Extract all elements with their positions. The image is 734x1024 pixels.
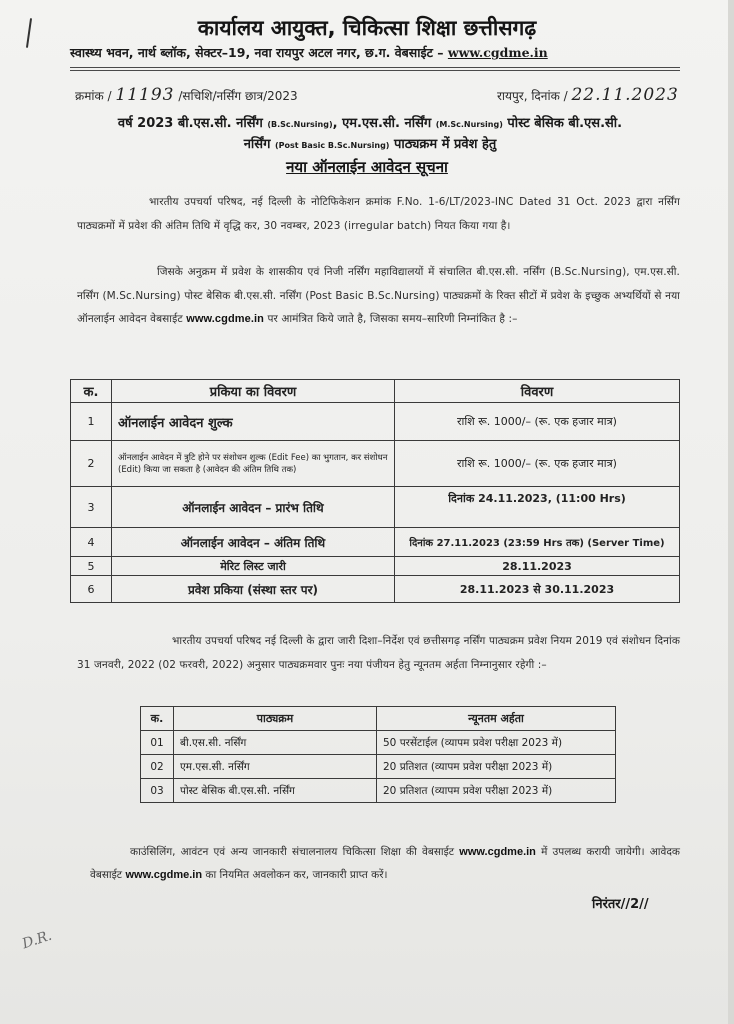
paragraph-2-website[interactable]: www.cgdme.in <box>186 313 265 325</box>
row-detail: दिनांक 27.11.2023 (23:59 Hrs तक) (Server Time) <box>395 528 680 557</box>
date-label: रायपुर, दिनांक <box>497 89 560 103</box>
row-no: 03 <box>141 779 174 803</box>
address-text: स्वास्थ्य भवन, नार्थ ब्लॉक, सेक्टर–19, नवा रायपुर अटल नगर, छ.ग. वेबसाईट – <box>70 45 444 60</box>
row-detail: 28.11.2023 से 30.11.2023 <box>395 576 680 603</box>
col-header-criteria: न्यूनतम अर्हता <box>377 707 616 731</box>
table-row <box>71 487 680 528</box>
row-no: 5 <box>71 557 112 576</box>
row-process: ऑनलाईन आवेदन शुल्क <box>112 403 395 441</box>
row-process: ऑनलाईन आवेदन – अंतिम तिथि <box>112 528 395 557</box>
row-no: 1 <box>71 403 112 441</box>
footer-website-link-2[interactable]: www.cgdme.in <box>125 869 203 881</box>
notice-title: नया ऑनलाईन आवेदन सूचना <box>286 158 448 176</box>
row-process: प्रवेश प्रकिया (संस्था स्तर पर) <box>112 576 395 603</box>
table-row <box>71 557 680 576</box>
reference-label: क्रमांक <box>75 89 104 103</box>
page-edge <box>728 0 734 1024</box>
subject-part: वर्ष 2023 बी.एस.सी. नर्सिंग <box>117 116 263 131</box>
notice-subject <box>60 114 680 156</box>
paragraph-2-text-end: पर आमंत्रित किये जाते है, जिसका समय–सारिणी निम्नांकित है :– <box>264 313 518 325</box>
row-course: पोस्ट बेसिक बी.एस.सी. नर्सिंग <box>174 779 377 803</box>
row-criteria: 20 प्रतिशत (व्यापम प्रवेश परीक्षा 2023 में) <box>377 755 616 779</box>
footer-website-link-1[interactable]: www.cgdme.in <box>459 846 536 858</box>
continued-marker: निरंतर//2// <box>592 897 649 912</box>
paragraph-3: भारतीय उपचर्या परिषद नई दिल्ली के द्वारा जारी दिशा–निर्देश एवं छत्तीसगढ़ नर्सिंग पाठ्यक्रम प्रवेश नियम 2019 एवं संशोधन दिनांक 31 जनवरी, 2022 (02 फरवरी, 2022) अनुसार पाठ्यक्रमवार पुनः नया पंजीयन हेतु न्यूनतम अर्हता निम्नानुसार रहेगी :– <box>77 635 680 671</box>
row-no: 01 <box>141 731 174 755</box>
table-row <box>71 441 680 487</box>
col-header-no: क. <box>71 380 112 403</box>
row-detail: राशि रू. 1000/– (रू. एक हजार मात्र) <box>395 441 680 487</box>
row-no: 02 <box>141 755 174 779</box>
row-course: बी.एस.सी. नर्सिंग <box>174 731 377 755</box>
eligibility-table <box>140 706 616 803</box>
schedule-table <box>70 379 680 603</box>
table-row <box>71 403 680 441</box>
footer-text: में उपलब्ध करायी जायेगी। आवेदक वेबसाईट <box>90 846 680 881</box>
col-header-no: क. <box>141 707 174 731</box>
row-detail: 28.11.2023 <box>395 557 680 576</box>
schedule-header-row <box>71 380 680 403</box>
header-rule-bottom <box>70 70 680 71</box>
date-handwritten: 22.11.2023 <box>571 85 679 105</box>
reference-suffix: /सचिशि/नर्सिंग छात्र/2023 <box>178 89 298 103</box>
subject-part: (B.Sc.Nursing) <box>267 120 333 129</box>
footer-text: काउंसिलिंग, आवंटन एवं अन्य जानकारी संचालनालय चिकित्सा शिक्षा की वेबसाईट <box>130 846 455 858</box>
subject-part: , एम.एस.सी. नर्सिंग <box>332 116 432 131</box>
row-criteria: 50 परसेंटाईल (व्यापम प्रवेश परीक्षा 2023 में) <box>377 731 616 755</box>
handwritten-signature: D.R. <box>20 927 54 953</box>
reference-date: रायपुर, दिनांक / 22.11.2023 <box>497 85 679 105</box>
row-course: एम.एस.सी. नर्सिंग <box>174 755 377 779</box>
row-detail: दिनांक 24.11.2023, (11:00 Hrs) <box>395 487 680 528</box>
footer-paragraph <box>90 841 680 887</box>
col-header-detail: विवरण <box>395 380 680 403</box>
row-no: 4 <box>71 528 112 557</box>
row-no: 3 <box>71 487 112 528</box>
paragraph-2-text: जिसके अनुक्रम में प्रवेश के शासकीय एवं निजी नर्सिंग महाविद्यालयों में संचालित बी.एस.सी. नर्सिंग (B.Sc.Nursing), एम.एस.सी. नर्सिंग (M.Sc.Nursing) पोस्ट बेसिक बी.एस.सी. नर्सिंग (Post Basic B.Sc.Nursing) पाठ्यक्रमों के रिक्त सीटों में प्रवेश के इच्छुक अभ्यर्थियों से नया ऑनलाईन आवेदन वेबसाईट <box>77 266 680 325</box>
col-header-course: पाठ्यक्रम <box>174 707 377 731</box>
row-no: 6 <box>71 576 112 603</box>
footer-text: का नियमित अवलोकन कर, जानकारी प्राप्त करें। <box>202 869 388 881</box>
subject-part: नर्सिंग <box>243 137 271 152</box>
subject-part: (M.Sc.Nursing) <box>435 120 503 129</box>
subject-part: (Post Basic B.Sc.Nursing) <box>274 141 390 150</box>
reference-number: क्रमांक / 11193 /सचिशि/नर्सिंग छात्र/2023 <box>75 85 298 105</box>
eligibility-header-row <box>141 707 616 731</box>
row-criteria: 20 प्रतिशत (व्यापम प्रवेश परीक्षा 2023 में) <box>377 779 616 803</box>
table-row <box>141 731 616 755</box>
col-header-process: प्रकिया का विवरण <box>112 380 395 403</box>
table-row <box>141 755 616 779</box>
paragraph-2 <box>77 261 680 332</box>
subject-part: पोस्ट बेसिक बी.एस.सी. <box>502 116 623 131</box>
row-detail: राशि रू. 1000/– (रू. एक हजार मात्र) <box>395 403 680 441</box>
table-row <box>71 576 680 603</box>
row-process: मेरिट लिस्ट जारी <box>112 557 395 576</box>
table-row <box>141 779 616 803</box>
paragraph-1: भारतीय उपचर्या परिषद, नई दिल्ली के नोटिफिकेशन क्रमांक F.No. 1-6/LT/2023-INC Dated 31 Oct. 2023 द्वारा नर्सिंग पाठ्यक्रमों में प्रवेश की अंतिम तिथि में वृद्धि कर, 30 नवम्बर, 2023 (irregular batch) नियत किया गया है। <box>77 196 680 232</box>
office-address <box>70 44 548 61</box>
row-no: 2 <box>71 441 112 487</box>
reference-number-handwritten: 11193 <box>115 85 175 105</box>
header-website-link[interactable]: www.cgdme.in <box>447 45 548 60</box>
office-title: कार्यालय आयुक्त, चिकित्सा शिक्षा छत्तीसगढ़ <box>197 16 537 40</box>
table-row <box>71 528 680 557</box>
subject-part: पाठ्यक्रम में प्रवेश हेतु <box>389 137 497 152</box>
header-rule-top <box>70 67 680 68</box>
row-process: ऑनलाईन आवेदन – प्रारंभ तिथि <box>112 487 395 528</box>
row-process: ऑनलाईन आवेदन में त्रुटि होने पर संशोधन शुल्क (Edit Fee) का भुगतान, कर संशोधन (Edit) किया जा सकता है (आवेदन की अंतिम तिथि तक) <box>112 441 395 487</box>
